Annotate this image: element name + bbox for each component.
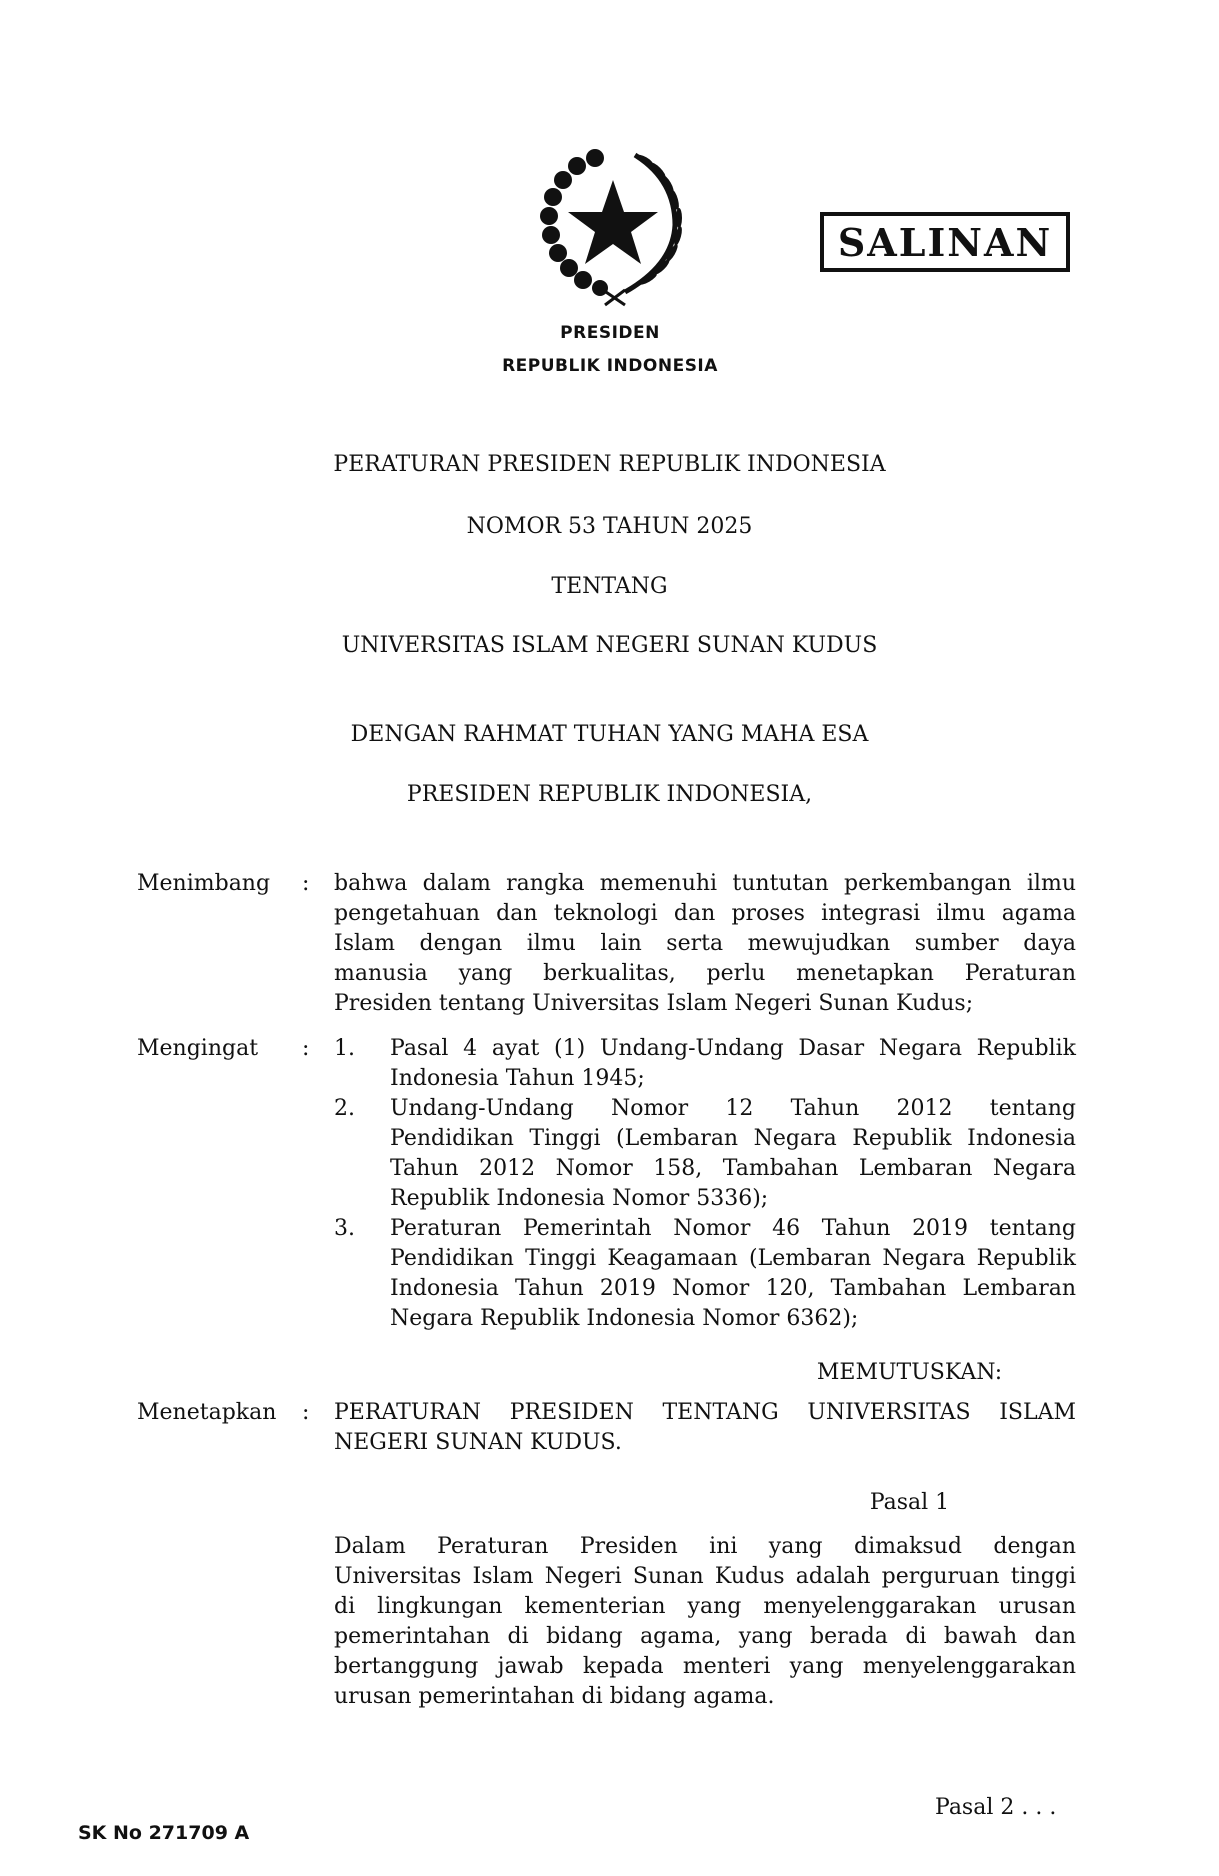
menetapkan-label: Menetapkan <box>137 1400 277 1425</box>
doc-tentang: TENTANG <box>551 574 668 599</box>
text-line: urusan pemerintahan di bidang agama. <box>334 1684 775 1709</box>
text-line: manusia yang berkualitas, perlu menetapkan Peraturan <box>334 961 1076 986</box>
memutuskan-heading: MEMUTUSKAN: <box>816 1360 1003 1385</box>
mengingat-item-number: 2. <box>334 1096 355 1121</box>
mengingat-item-2 <box>390 1094 1076 1214</box>
menimbang-colon: : <box>302 871 310 896</box>
next-page-continuation: Pasal 2 . . . <box>935 1795 1057 1820</box>
text-line: Universitas Islam Negeri Sunan Kudus adalah perguruan tinggi <box>334 1564 1076 1589</box>
emblem-caption-republik: REPUBLIK INDONESIA <box>502 356 718 376</box>
text-line: Negara Republik Indonesia Nomor 6362); <box>390 1306 859 1331</box>
mengingat-item-number: 3. <box>334 1216 355 1241</box>
menetapkan-colon: : <box>302 1400 310 1425</box>
preamble-line-2: PRESIDEN REPUBLIK INDONESIA, <box>406 782 813 807</box>
text-line: pemerintahan di bidang agama, yang berada di bawah dan <box>334 1624 1076 1649</box>
preamble-line-1: DENGAN RAHMAT TUHAN YANG MAHA ESA <box>350 722 869 747</box>
text-line: Indonesia Tahun 2019 Nomor 120, Tambahan Lembaran <box>390 1276 1076 1301</box>
mengingat-item-3 <box>390 1214 1076 1334</box>
text-line: Undang-Undang Nomor 12 Tahun 2012 tentang <box>390 1096 1076 1121</box>
text-line: PERATURAN PRESIDEN TENTANG UNIVERSITAS ISLAM <box>334 1400 1076 1425</box>
text-line: Dalam Peraturan Presiden ini yang dimaksud dengan <box>334 1534 1076 1559</box>
text-line: Pendidikan Tinggi Keagamaan (Lembaran Negara Republik <box>390 1246 1076 1271</box>
text-line: Indonesia Tahun 1945; <box>390 1066 645 1091</box>
mengingat-colon: : <box>302 1036 310 1061</box>
text-line: di lingkungan kementerian yang menyelenggarakan urusan <box>334 1594 1076 1619</box>
text-line: Pasal 4 ayat (1) Undang-Undang Dasar Negara Republik <box>390 1036 1076 1061</box>
emblem-caption-presiden: PRESIDEN <box>560 323 660 343</box>
text-line: Islam dengan ilmu lain serta mewujudkan sumber daya <box>334 931 1076 956</box>
mengingat-item-number: 1. <box>334 1036 355 1061</box>
sk-number: SK No 271709 A <box>78 1822 250 1844</box>
text-line: Pendidikan Tinggi (Lembaran Negara Republik Indonesia <box>390 1126 1076 1151</box>
menimbang-label: Menimbang <box>137 871 271 896</box>
menetapkan-text <box>334 1398 1076 1458</box>
text-line: bertanggung jawab kepada menteri yang menyelenggarakan <box>334 1654 1076 1679</box>
doc-subject: UNIVERSITAS ISLAM NEGERI SUNAN KUDUS <box>341 633 878 658</box>
text-line: Presiden tentang Universitas Islam Negeri Sunan Kudus; <box>334 991 974 1016</box>
pasal-1-text <box>334 1532 1076 1712</box>
salinan-stamp: SALINAN <box>820 212 1070 272</box>
mengingat-item-1 <box>390 1034 1076 1094</box>
text-line: bahwa dalam rangka memenuhi tuntutan perkembangan ilmu <box>334 871 1076 896</box>
presidential-emblem-icon <box>525 140 695 310</box>
text-line: pengetahuan dan teknologi dan proses integrasi ilmu agama <box>334 901 1076 926</box>
pasal-1-heading: Pasal 1 <box>869 1490 950 1515</box>
text-line: NEGERI SUNAN KUDUS. <box>334 1430 622 1455</box>
mengingat-label: Mengingat <box>137 1036 259 1061</box>
text-line: Tahun 2012 Nomor 158, Tambahan Lembaran Negara <box>390 1156 1076 1181</box>
doc-number: NOMOR 53 TAHUN 2025 <box>466 514 753 539</box>
text-line: Peraturan Pemerintah Nomor 46 Tahun 2019 tentang <box>390 1216 1076 1241</box>
doc-title: PERATURAN PRESIDEN REPUBLIK INDONESIA <box>333 452 886 477</box>
text-line: Republik Indonesia Nomor 5336); <box>390 1186 769 1211</box>
menimbang-text <box>334 869 1076 1019</box>
